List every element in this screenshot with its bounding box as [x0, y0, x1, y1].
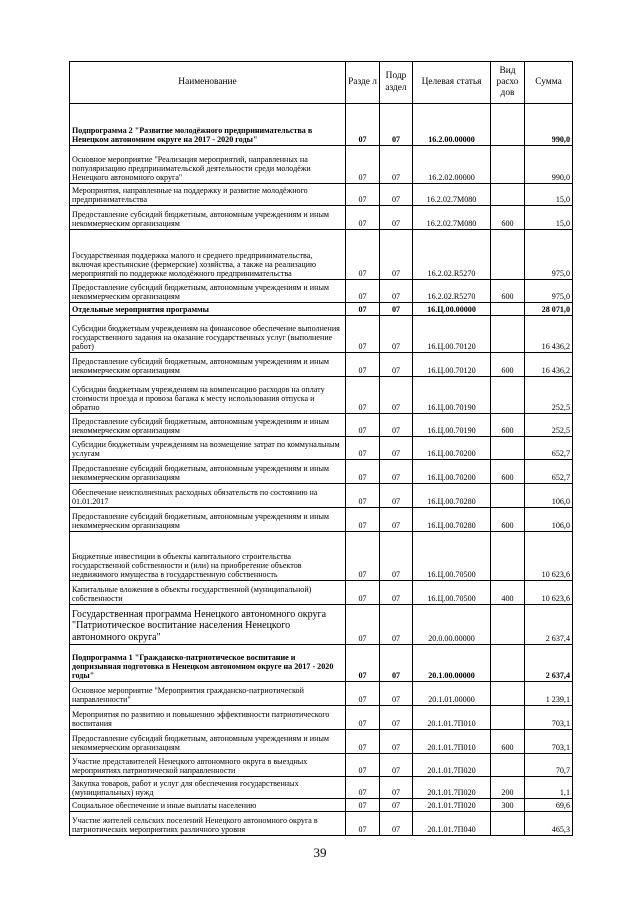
- header-row: [70, 62, 573, 104]
- row-expense-type: [491, 230, 525, 280]
- row-razdel: 07: [346, 581, 380, 605]
- row-sum: 1,1: [525, 777, 573, 799]
- row-podrazdel: 07: [380, 414, 413, 437]
- table-row: [70, 303, 573, 316]
- row-target-article: 20.1.01.00000: [413, 682, 491, 706]
- row-razdel: 07: [346, 303, 380, 316]
- table-row: [70, 484, 573, 508]
- row-razdel: 07: [346, 437, 380, 460]
- row-expense-type: [491, 303, 525, 316]
- row-target-article: 16.Ц.00.70500: [413, 532, 491, 581]
- row-razdel: 07: [346, 682, 380, 706]
- table-row: [70, 532, 573, 581]
- table-row: [70, 581, 573, 605]
- table-row: [70, 645, 573, 682]
- header-razdel: Разде л: [346, 62, 380, 104]
- row-razdel: 07: [346, 777, 380, 799]
- row-razdel: 07: [346, 754, 380, 777]
- row-name: Субсидии бюджетным учреждениям на компенсацию расходов на оплату стоимости проезда и провоза багажа к месту использования отпуска и обратно: [70, 377, 346, 414]
- table-row: [70, 682, 573, 706]
- row-target-article: 16.Ц.00.70200: [413, 437, 491, 460]
- row-razdel: 07: [346, 230, 380, 280]
- row-expense-type: [491, 682, 525, 706]
- row-podrazdel: 07: [380, 605, 413, 645]
- row-podrazdel: 07: [380, 316, 413, 353]
- row-target-article: 20.1.01.7П020: [413, 777, 491, 799]
- page-number: 39: [313, 845, 327, 860]
- table-row: [70, 104, 573, 146]
- row-sum: 652,7: [525, 460, 573, 484]
- row-expense-type: [491, 484, 525, 508]
- row-razdel: 07: [346, 184, 380, 206]
- header-expense-type: Вид расхо дов: [491, 62, 525, 104]
- row-razdel: 07: [346, 706, 380, 730]
- table-row: [70, 799, 573, 812]
- row-sum: 252,5: [525, 414, 573, 437]
- row-expense-type: 600: [491, 460, 525, 484]
- row-expense-type: [491, 812, 525, 836]
- row-expense-type: 600: [491, 353, 525, 377]
- row-sum: 975,0: [525, 230, 573, 280]
- row-expense-type: [491, 104, 525, 146]
- table-row: [70, 146, 573, 184]
- row-sum: 975,0: [525, 280, 573, 303]
- row-target-article: 16.Ц.00.70120: [413, 316, 491, 353]
- row-expense-type: 600: [491, 206, 525, 230]
- row-target-article: 16.Ц.00.70280: [413, 508, 491, 532]
- row-expense-type: [491, 645, 525, 682]
- row-sum: 69,6: [525, 799, 573, 812]
- row-name: Предоставление субсидий бюджетным, автономным учреждениям и иным некоммерческим организациям: [70, 460, 346, 484]
- row-razdel: 07: [346, 645, 380, 682]
- row-target-article: 20.1.01.7П040: [413, 812, 491, 836]
- budget-table: [69, 61, 573, 836]
- table-row: [70, 280, 573, 303]
- row-razdel: 07: [346, 460, 380, 484]
- row-expense-type: 600: [491, 730, 525, 754]
- table-row: [70, 730, 573, 754]
- row-target-article: 16.2.00.00000: [413, 104, 491, 146]
- row-sum: 10 623,6: [525, 581, 573, 605]
- row-podrazdel: 07: [380, 206, 413, 230]
- row-target-article: 20.1.01.7П020: [413, 799, 491, 812]
- row-sum: 465,3: [525, 812, 573, 836]
- row-expense-type: [491, 532, 525, 581]
- header-name: Наименование: [70, 62, 346, 104]
- row-name: Отдельные мероприятия программы: [70, 303, 346, 316]
- row-target-article: 16.Ц.00.70280: [413, 484, 491, 508]
- row-expense-type: [491, 146, 525, 184]
- row-target-article: 16.2.02.R5270: [413, 280, 491, 303]
- row-target-article: 20.1.01.7П010: [413, 730, 491, 754]
- row-expense-type: [491, 754, 525, 777]
- table-row: [70, 414, 573, 437]
- row-podrazdel: 07: [380, 184, 413, 206]
- row-name: Основное мероприятие "Реализация мероприятий, направленных на популяризацию предпринимательской деятельности среди молодёжи Ненецкого автономного округа": [70, 146, 346, 184]
- table-row: [70, 777, 573, 799]
- row-target-article: 16.Ц.00.70500: [413, 581, 491, 605]
- row-podrazdel: 07: [380, 730, 413, 754]
- row-name: Государственная поддержка малого и среднего предпринимательства, включая крестьянские (фермерские) хозяйства, а также на реализацию мероприятий по поддержке молодёжного предпринимательства: [70, 230, 346, 280]
- row-sum: 703,1: [525, 706, 573, 730]
- row-razdel: 07: [346, 146, 380, 184]
- row-expense-type: [491, 605, 525, 645]
- row-name: Мероприятия по развитию и повышению эффективности патриотического воспитания: [70, 706, 346, 730]
- row-target-article: 20.1.00.00000: [413, 645, 491, 682]
- row-sum: 15,0: [525, 206, 573, 230]
- row-expense-type: [491, 706, 525, 730]
- row-name: Предоставление субсидий бюджетным, автономным учреждениям и иным некоммерческим организациям: [70, 206, 346, 230]
- row-podrazdel: 07: [380, 645, 413, 682]
- row-razdel: 07: [346, 316, 380, 353]
- row-razdel: 07: [346, 730, 380, 754]
- row-name: Предоставление субсидий бюджетным, автономным учреждениям и иным некоммерческим организациям: [70, 508, 346, 532]
- row-podrazdel: 07: [380, 230, 413, 280]
- row-name: Предоставление субсидий бюджетным, автономным учреждениям и иным некоммерческим организациям: [70, 353, 346, 377]
- row-target-article: 16.Ц.00.70200: [413, 460, 491, 484]
- row-name: Участие жителей сельских поселений Ненецкого автономного округа в патриотических мероприятиях различного уровня: [70, 812, 346, 836]
- row-sum: 2 637,4: [525, 605, 573, 645]
- row-podrazdel: 07: [380, 706, 413, 730]
- table-row: [70, 812, 573, 836]
- row-podrazdel: 07: [380, 754, 413, 777]
- row-name: Закупка товаров, работ и услуг для обеспечения государственных (муниципальных) нужд: [70, 777, 346, 799]
- row-name: Основное мероприятие "Мероприятия гражданско-патриотической направленности": [70, 682, 346, 706]
- row-expense-type: [491, 316, 525, 353]
- row-name: Обеспечение неисполненных расходных обязательств по состоянию на 01.01.2017: [70, 484, 346, 508]
- row-sum: 106,0: [525, 484, 573, 508]
- row-name: Государственная программа Ненецкого автономного округа "Патриотическое воспитание населения Ненецкого автономного округа": [70, 605, 346, 645]
- row-podrazdel: 07: [380, 799, 413, 812]
- table-row: [70, 353, 573, 377]
- row-podrazdel: 07: [380, 460, 413, 484]
- row-target-article: 16.Ц.00.00000: [413, 303, 491, 316]
- row-target-article: 16.Ц.00.70190: [413, 377, 491, 414]
- row-podrazdel: 07: [380, 437, 413, 460]
- row-podrazdel: 07: [380, 280, 413, 303]
- row-name: Социальное обеспечение и иные выплаты населению: [70, 799, 346, 812]
- row-razdel: 07: [346, 353, 380, 377]
- header-target-article: Целевая статья: [413, 62, 491, 104]
- row-razdel: 07: [346, 280, 380, 303]
- header-podrazdel: Подр аздел: [380, 62, 413, 104]
- row-sum: 106,0: [525, 508, 573, 532]
- table-row: [70, 184, 573, 206]
- row-sum: 990,0: [525, 104, 573, 146]
- row-sum: 16 436,2: [525, 316, 573, 353]
- row-name: Участие представителей Ненецкого автономного округа в выездных мероприятиях патриотической направленности: [70, 754, 346, 777]
- row-razdel: 07: [346, 799, 380, 812]
- row-podrazdel: 07: [380, 484, 413, 508]
- row-podrazdel: 07: [380, 146, 413, 184]
- row-name: Бюджетные инвестиции в объекты капитального строительства государственной собственности и (или) на приобретение объектов недвижимого имущества в государственную собственность: [70, 532, 346, 581]
- row-podrazdel: 07: [380, 353, 413, 377]
- row-expense-type: 600: [491, 280, 525, 303]
- row-expense-type: 600: [491, 414, 525, 437]
- row-podrazdel: 07: [380, 682, 413, 706]
- table-row: [70, 206, 573, 230]
- row-sum: 10 623,6: [525, 532, 573, 581]
- row-podrazdel: 07: [380, 104, 413, 146]
- row-expense-type: 600: [491, 508, 525, 532]
- row-expense-type: [491, 184, 525, 206]
- row-target-article: 20.0.00.00000: [413, 605, 491, 645]
- row-razdel: 07: [346, 206, 380, 230]
- row-target-article: 16.2.02.7М080: [413, 206, 491, 230]
- row-target-article: 20.1.01.7П010: [413, 706, 491, 730]
- row-target-article: 16.Ц.00.70190: [413, 414, 491, 437]
- row-razdel: 07: [346, 532, 380, 581]
- row-razdel: 07: [346, 104, 380, 146]
- row-expense-type: 300: [491, 799, 525, 812]
- row-razdel: 07: [346, 484, 380, 508]
- row-podrazdel: 07: [380, 508, 413, 532]
- table-row: [70, 460, 573, 484]
- table-row: [70, 437, 573, 460]
- row-name: Предоставление субсидий бюджетным, автономным учреждениям и иным некоммерческим организациям: [70, 280, 346, 303]
- row-expense-type: [491, 377, 525, 414]
- table-row: [70, 230, 573, 280]
- row-razdel: 07: [346, 812, 380, 836]
- row-target-article: 16.2.02.R5270: [413, 230, 491, 280]
- row-podrazdel: 07: [380, 377, 413, 414]
- row-expense-type: [491, 437, 525, 460]
- row-razdel: 07: [346, 377, 380, 414]
- row-target-article: 20.1.01.7П020: [413, 754, 491, 777]
- row-sum: 16 436,2: [525, 353, 573, 377]
- table-row: [70, 508, 573, 532]
- table-row: [70, 706, 573, 730]
- table-row: [70, 605, 573, 645]
- row-podrazdel: 07: [380, 812, 413, 836]
- row-expense-type: 400: [491, 581, 525, 605]
- row-podrazdel: 07: [380, 303, 413, 316]
- row-podrazdel: 07: [380, 581, 413, 605]
- row-name: Предоставление субсидий бюджетным, автономным учреждениям и иным некоммерческим организациям: [70, 730, 346, 754]
- row-name: Предоставление субсидий бюджетным, автономным учреждениям и иным некоммерческим организациям: [70, 414, 346, 437]
- row-sum: 28 071,0: [525, 303, 573, 316]
- header-sum: Сумма: [525, 62, 573, 104]
- row-sum: 1 239,1: [525, 682, 573, 706]
- table-row: [70, 754, 573, 777]
- row-name: Мероприятия, направленные на поддержку и развитие молодёжного предпринимательства: [70, 184, 346, 206]
- table-row: [70, 377, 573, 414]
- row-sum: 703,1: [525, 730, 573, 754]
- row-podrazdel: 07: [380, 777, 413, 799]
- row-name: Подпрограмма 2 "Развитие молодёжного предпринимательства в Ненецком автономном округе на 2017 - 2020 годы": [70, 104, 346, 146]
- row-sum: 2 637,4: [525, 645, 573, 682]
- row-razdel: 07: [346, 508, 380, 532]
- row-expense-type: 200: [491, 777, 525, 799]
- row-razdel: 07: [346, 414, 380, 437]
- table-row: [70, 316, 573, 353]
- row-target-article: 16.Ц.00.70120: [413, 353, 491, 377]
- row-name: Субсидии бюджетным учреждениям на финансовое обеспечение выполнения государственного задания на оказание государственных услуг (выполнение работ): [70, 316, 346, 353]
- row-target-article: 16.2.02.00000: [413, 146, 491, 184]
- row-name: Субсидии бюджетным учреждениям на возмещение затрат по коммунальным услугам: [70, 437, 346, 460]
- row-podrazdel: 07: [380, 532, 413, 581]
- row-name: Капитальные вложения в объекты государственной (муниципальной) собственности: [70, 581, 346, 605]
- row-target-article: 16.2.02.7М080: [413, 184, 491, 206]
- row-name: Подпрограмма 1 "Гражданско-патриотическое воспитание и допризывная подготовка в Ненецком автономном округе на 2017 - 2020 годы": [70, 645, 346, 682]
- row-sum: 252,5: [525, 377, 573, 414]
- row-sum: 15,0: [525, 184, 573, 206]
- row-sum: 652,7: [525, 437, 573, 460]
- row-sum: 70,7: [525, 754, 573, 777]
- row-sum: 990,0: [525, 146, 573, 184]
- row-razdel: 07: [346, 605, 380, 645]
